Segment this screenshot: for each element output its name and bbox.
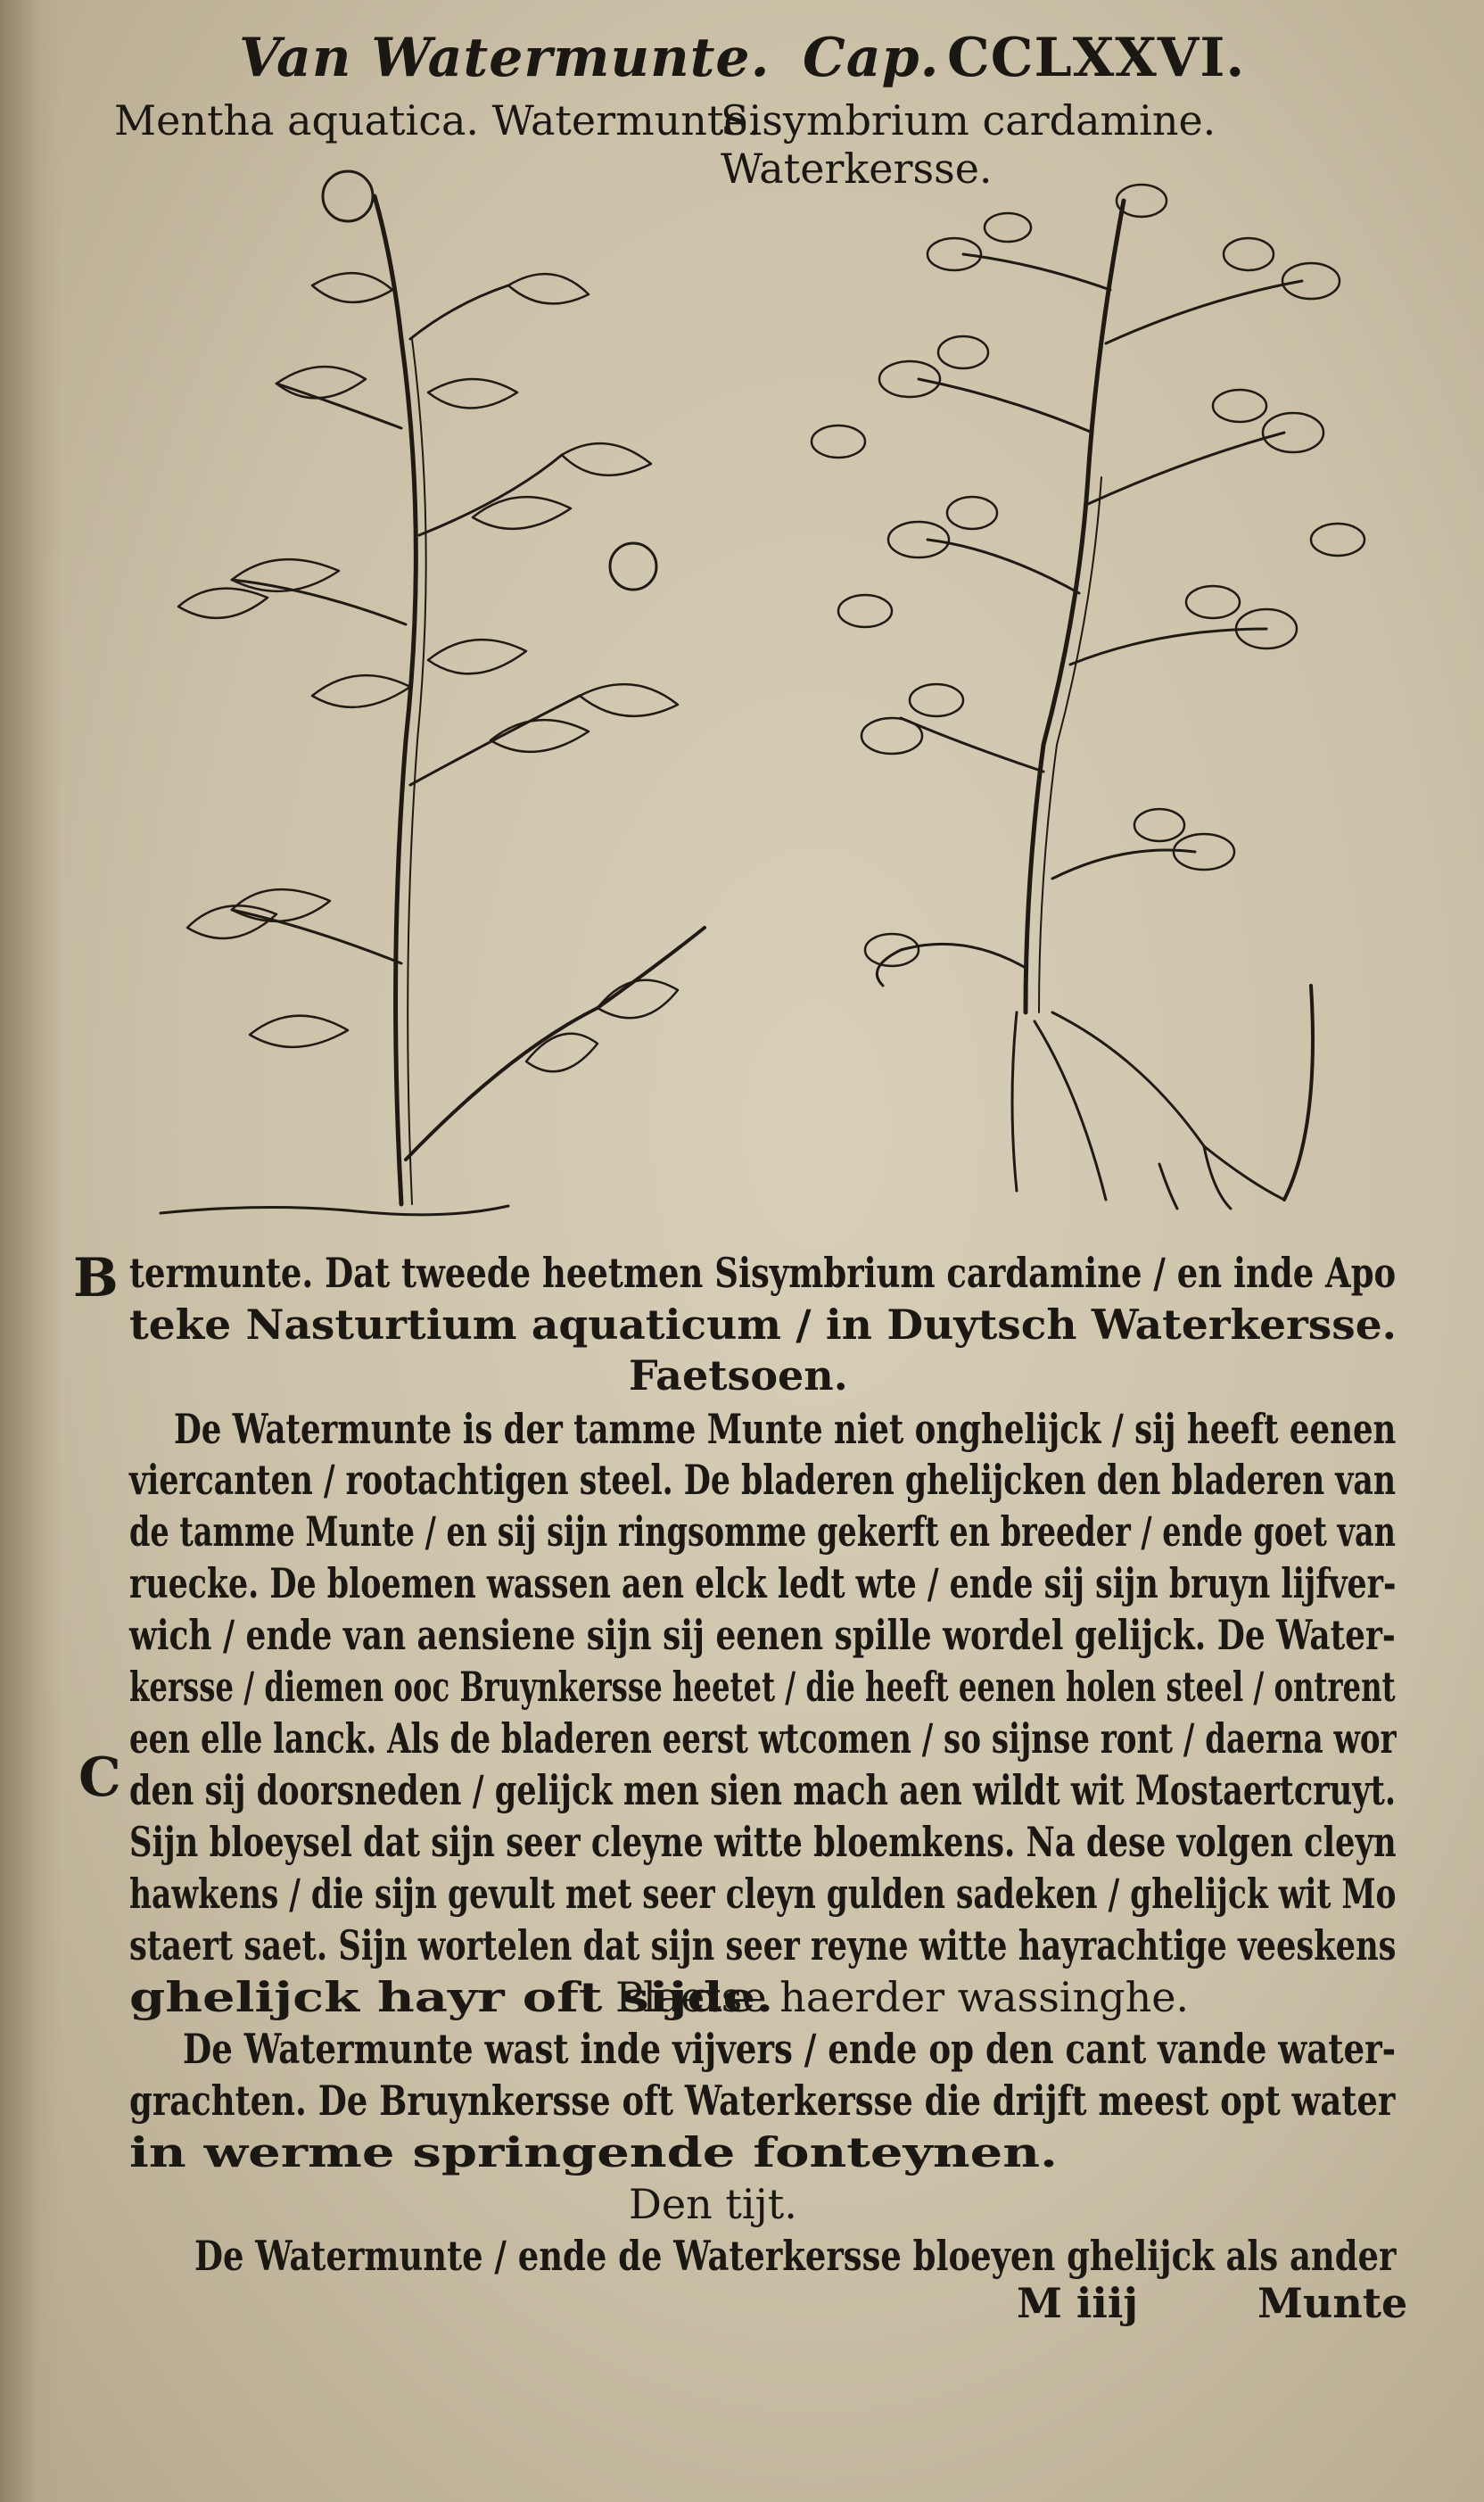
figure-caption-waterkersse: Sisymbrium cardamine. Waterkersse. (721, 96, 1216, 193)
body-line: ghelijck hayr oft sijde. (129, 1973, 774, 2021)
watermunte-woodcut-illustration (134, 161, 713, 1222)
body-line: viercanten / rootachtigen steel. De bladeren ghelijcken den bladeren van (129, 1456, 1397, 1504)
margin-letter-c: C (78, 1746, 121, 1809)
page-gutter-shadow (0, 0, 62, 2502)
catchword: Munte (1257, 2279, 1408, 2327)
section-heading-faetsoen: Faetsoen. (629, 1351, 848, 1400)
section-heading-den-tijt: Den tijt. (629, 2180, 797, 2228)
body-line: de tamme Munte / en sij sijn ringsomme gekerft en breeder / ende goet van (129, 1507, 1397, 1556)
body-line: hawkens / die sijn gevult met seer cleyn gulden sadeken / ghelijck wit Mo (129, 1870, 1397, 1918)
body-line: teke Nasturtium aquaticum / in Duytsch Waterkersse. (129, 1301, 1397, 1349)
chapter-label: Cap. (803, 27, 940, 89)
margin-letter-b: B (73, 1247, 119, 1309)
body-line: in werme springende fonteynen. (129, 2128, 1059, 2176)
body-line: grachten. De Bruynkersse oft Waterkersse die drijft meest opt water (129, 2077, 1396, 2125)
body-line: Sijn bloeysel dat sijn seer cleyne witte bloemkens. Na dese volgen cleyn (129, 1818, 1397, 1866)
body-line: De Watermunte / ende de Waterkersse bloeyen ghelijck als ander (194, 2232, 1397, 2280)
body-line: De Watermunte is der tamme Munte niet onghelijck / sij heeft eenen (174, 1405, 1397, 1453)
body-line: De Watermunte wast inde vijvers / ende op den cant vande water- (183, 2025, 1397, 2073)
body-line: staert saet. Sijn wortelen dat sijn seer reyne witte hayrachtige veeskens (129, 1921, 1397, 1969)
body-line: ruecke. De bloemen wassen aen elck ledt wte / ende sij sijn bruyn lijfver- (129, 1559, 1397, 1607)
figure-caption-watermunte: Mentha aquatica. Watermunte. (114, 96, 762, 145)
section-heading-plaetse: Plaetse haerder wassinghe. (615, 1973, 1190, 2021)
chapter-number: CCLXXVI. (947, 27, 1246, 89)
running-title: Van Watermunte. (239, 27, 771, 89)
waterkersse-woodcut-illustration (785, 165, 1391, 1226)
body-line: kersse / diemen ooc Bruynkersse heetet / die heeft eenen holen steel / ontrent (129, 1663, 1396, 1711)
signature-mark: M iiij (1017, 2279, 1139, 2327)
body-line: wich / ende van aensiene sijn sij eenen spille wordel gelijck. De Water- (129, 1611, 1396, 1659)
body-line: een elle lanck. Als de bladeren eerst wtcomen / so sijnse ront / daerna wor (129, 1714, 1397, 1763)
body-line: den sij doorsneden / gelijck men sien mach aen wildt wit Mostaertcruyt. (129, 1766, 1397, 1814)
body-line: termunte. Dat tweede heetmen Sisymbrium cardamine / en inde Apo (129, 1249, 1397, 1297)
